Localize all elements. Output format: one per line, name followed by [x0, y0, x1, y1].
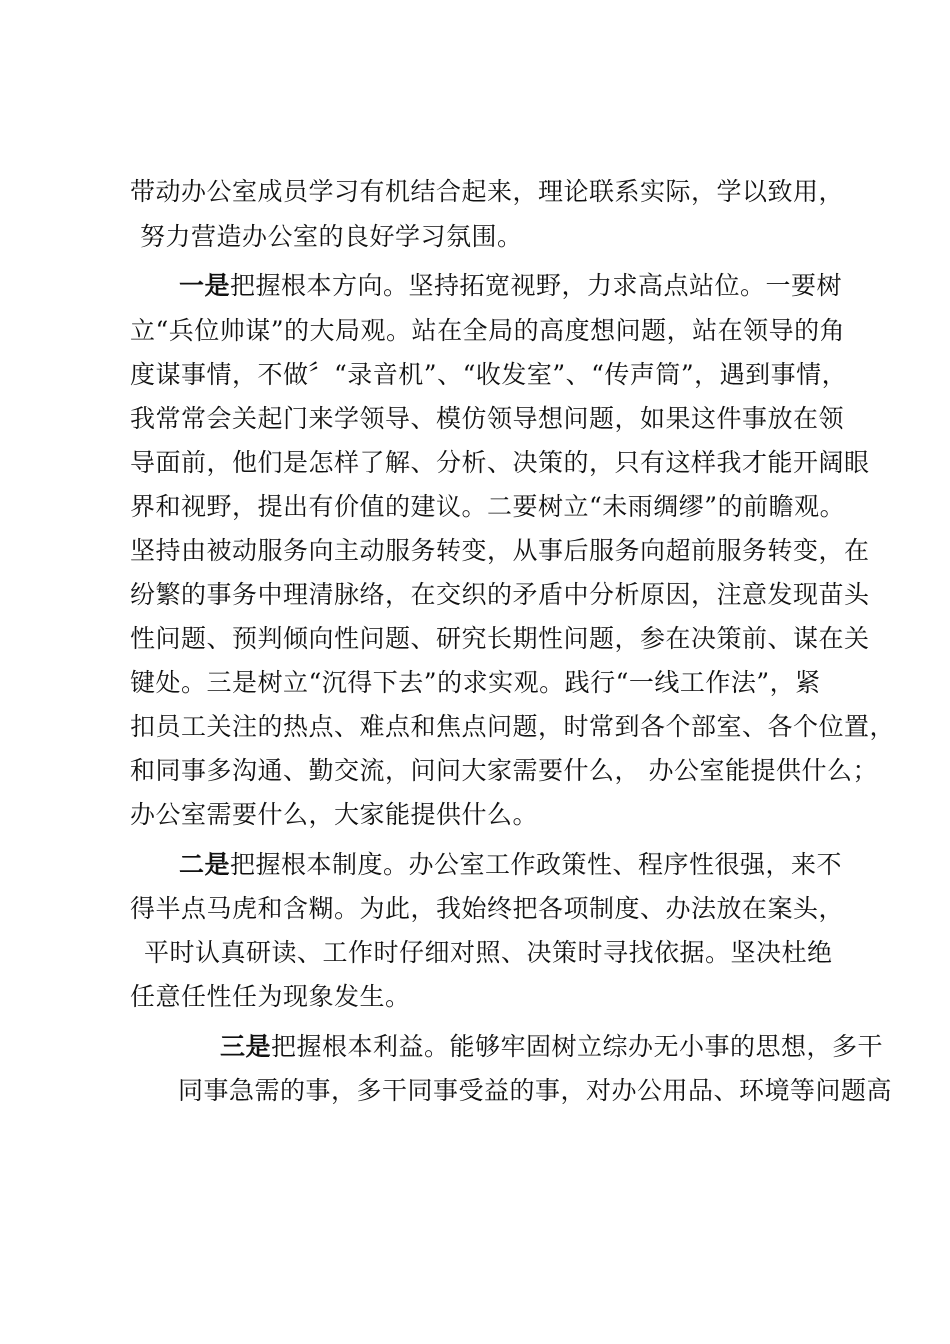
text-span: 把握根本利益。能够牢固树立综办无小事的思想，多干	[271, 1032, 884, 1061]
text-line: 我常常会关起门来学领导、模仿领导想问题，如果这件事放在领	[130, 404, 845, 433]
text-line	[179, 269, 842, 303]
text-line: 纷繁的事务中理清脉络，在交织的矛盾中分析原因，注意发现苗头	[130, 580, 870, 609]
text-line: 任意任性任为现象发生。	[130, 982, 411, 1011]
text-line: 坚持由被动服务向主动服务转变，从事后服务向超前服务转变，在	[130, 536, 870, 565]
text-line: 和同事多沟通、勤交流，问问大家需要什么， 办公室能提供什么；	[130, 756, 878, 785]
text-line: 得半点马虎和含糊。为此，我始终把各项制度、办法放在案头，	[130, 894, 845, 923]
paragraph-lead: 一是	[179, 271, 231, 300]
text-line: 办公室需要什么，大家能提供什么。	[130, 800, 539, 829]
text-line: 键处。三是树立“沉得下去”的求实观。践行“一线工作法”，紧	[130, 668, 821, 697]
paragraph-lead: 三是	[220, 1032, 272, 1061]
text-line: 平时认真研读、工作时仔细对照、决策时寻找依据。坚决杜绝	[144, 938, 833, 967]
text-line: 扣员工关注的热点、难点和焦点问题，时常到各个部室、各个位置，	[130, 712, 896, 741]
text-span: 把握根本制度。办公室工作政策性、程序性很强，来不	[230, 850, 843, 879]
text-span: 把握根本方向。坚持拓宽视野，力求高点站位。一要树	[230, 271, 843, 300]
text-line: 立“兵位帅谋”的大局观。站在全局的高度想问题，站在领导的角	[130, 316, 846, 345]
text-line: 同事急需的事，多干同事受益的事，对办公用品、环境等问题高	[178, 1076, 893, 1105]
text-line: 带动办公室成员学习有机结合起来，理论联系实际，学以致用，	[130, 177, 845, 206]
text-line: 界和视野，提出有价值的建议。二要树立“未雨绸缪”的前瞻观。	[130, 492, 846, 521]
text-line	[220, 1030, 883, 1064]
text-line	[179, 848, 842, 882]
text-line: 性问题、预判倾向性问题、研究长期性问题，参在决策前、谋在关	[130, 624, 870, 653]
paragraph-lead: 二是	[179, 850, 231, 879]
text-line: 度谋事情，不做〞“录音机”、“收发室”、“传声筒”，遇到事情，	[130, 360, 848, 389]
text-line: 努力营造办公室的良好学习氛围。	[140, 222, 523, 251]
text-line: 导面前，他们是怎样了解、分析、决策的，只有这样我才能开阔眼	[130, 448, 870, 477]
